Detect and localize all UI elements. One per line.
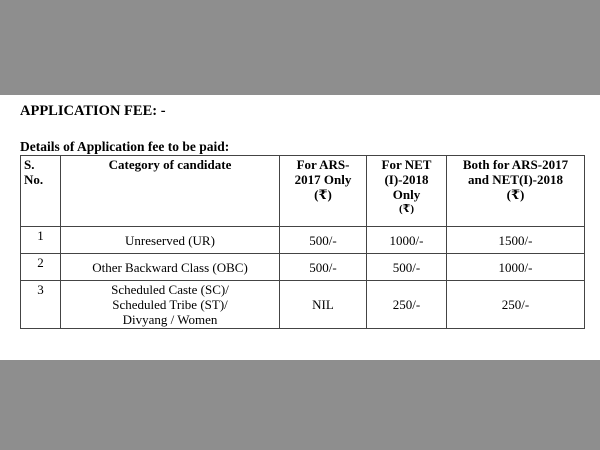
header-net-only: For NET (I)-2018 Only (₹) [367, 156, 447, 227]
cell-sno: 3 [21, 281, 61, 329]
cell-sno: 2 [21, 254, 61, 281]
cell-sno: 1 [21, 227, 61, 254]
cell-ars-fee: NIL [280, 281, 367, 329]
header-both: Both for ARS-2017 and NET(I)-2018 (₹) [447, 156, 585, 227]
header-sno: S. No. [21, 156, 61, 227]
table-row [21, 281, 585, 329]
cell-net-fee: 1000/- [367, 227, 447, 254]
page-title: APPLICATION FEE: - [20, 103, 166, 119]
cell-both-fee: 250/- [447, 281, 585, 329]
table-row [21, 227, 585, 254]
table-header-row [21, 156, 585, 227]
cell-category: Other Backward Class (OBC) [61, 254, 280, 281]
document-page [0, 95, 600, 360]
cell-ars-fee: 500/- [280, 227, 367, 254]
cell-net-fee: 250/- [367, 281, 447, 329]
header-ars-only: For ARS- 2017 Only (₹) [280, 156, 367, 227]
header-category: Category of candidate [61, 156, 280, 227]
cell-both-fee: 1500/- [447, 227, 585, 254]
table-caption: Details of Application fee to be paid: [20, 139, 230, 154]
cell-ars-fee: 500/- [280, 254, 367, 281]
cell-category: Unreserved (UR) [61, 227, 280, 254]
cell-net-fee: 500/- [367, 254, 447, 281]
cell-both-fee: 1000/- [447, 254, 585, 281]
fee-table [20, 155, 585, 329]
cell-category: Scheduled Caste (SC)/ Scheduled Tribe (ST)/ Divyang / Women [61, 281, 280, 329]
table-row [21, 254, 585, 281]
